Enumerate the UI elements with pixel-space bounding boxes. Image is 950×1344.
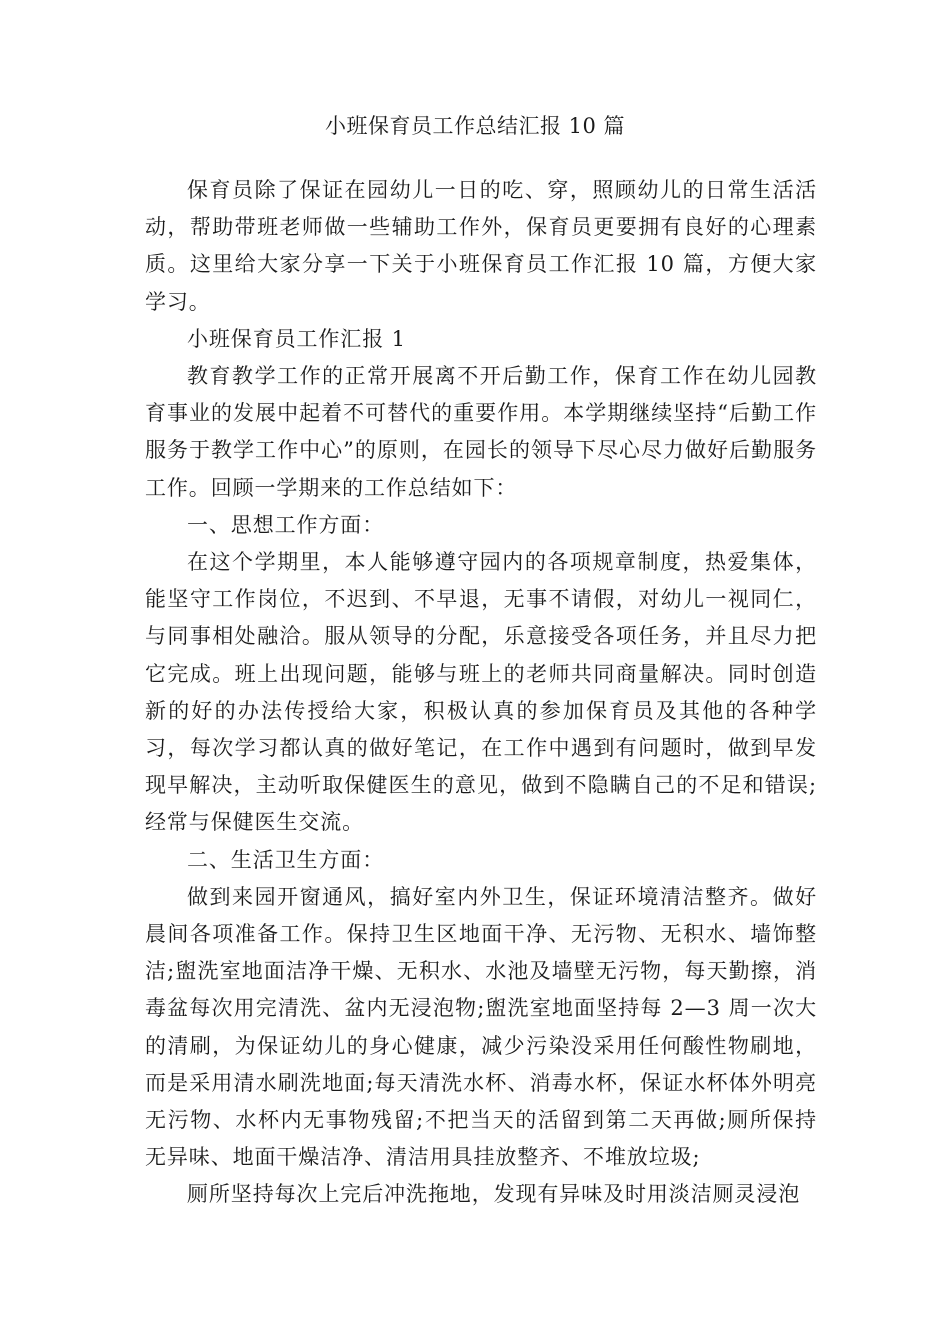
- document-body: [145, 172, 817, 1214]
- section-heading-life-hygiene: 二、生活卫生方面：: [187, 847, 385, 872]
- section-heading-report-1: 小班保育员工作汇报 1: [187, 326, 406, 351]
- body-paragraph: 在这个学期里，本人能够遵守园内的各项规章制度，热爱集体，能坚守工作岗位，不迟到、不早退，无事不请假，对幼儿一视同仁，与同事相处融洽。服从领导的分配，乐意接受各项任务，并且尽力把它完成。班上出现问题，能够与班上的老师共同商量解决。同时创造新的好的办法传授给大家，积极认真的参加保育员及其他的各种学习，每次学习都认真的做好笔记，在工作中遇到有问题时，做到早发现早解决，主动听取保健医生的意见，做到不隐瞒自己的不足和错误;经常与保健医生交流。: [145, 550, 817, 835]
- body-paragraph: 教育教学工作的正常开展离不开后勤工作，保育工作在幼儿园教育事业的发展中起着不可替代的重要作用。本学期继续坚持“后勤工作服务于教学工作中心”的原则，在园长的领导下尽心尽力做好后勤服务工作。回顾一学期来的工作总结如下：: [145, 364, 817, 500]
- intro-paragraph: 保育员除了保证在园幼儿一日的吃、穿，照顾幼儿的日常生活活动，帮助带班老师做一些辅助工作外，保育员更要拥有良好的心理素质。这里给大家分享一下关于小班保育员工作汇报 10 篇，方便大家学习。: [145, 178, 817, 314]
- document-title: 小班保育员工作总结汇报 10 篇: [324, 114, 626, 138]
- body-paragraph: 做到来园开窗通风，搞好室内外卫生，保证环境清洁整齐。做好晨间各项准备工作。保持卫生区地面干净、无污物、无积水、墙饰整洁;盥洗室地面洁净干燥、无积水、水池及墙壁无污物，每天勤擦，消毒盆每次用完清洗、盆内无浸泡物;盥洗室地面坚持每 2—3 周一次大的清刷，为保证幼儿的身心健康，减少污染没采用任何酸性物刷地，而是采用清水刷洗地面;每天清洗水杯、消毒水杯，保证水杯体外明亮无污物、水杯内无事物残留;不把当天的活留到第二天再做;厕所保持无异味、地面干燥洁净、清洁用具挂放整齐、不堆放垃圾;: [145, 884, 817, 1170]
- body-paragraph: 厕所坚持每次上完后冲洗拖地，发现有异味及时用淡洁厕灵浸泡: [187, 1182, 801, 1207]
- section-heading-thought-work: 一、思想工作方面：: [187, 512, 385, 537]
